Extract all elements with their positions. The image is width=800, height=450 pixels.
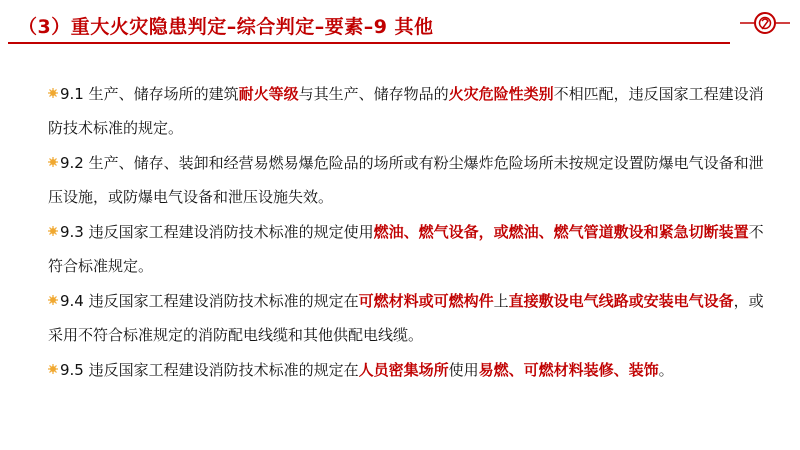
highlight-text: 火灾危险性类别 [448,85,554,103]
highlight-text: 易燃、可燃材料装修、装饰 [478,361,659,379]
body-text: 9.4 违反国家工程建设消防技术标准的规定在 [60,292,359,310]
page-title: （3）重大火灾隐患判定–综合判定–要素–9 其他 [18,16,434,38]
highlight-text: 可燃材料或可燃构件 [358,292,494,310]
bullet-icon [48,214,58,224]
body-text: 9.5 违反国家工程建设消防技术标准的规定在 [60,361,359,379]
bullet-icon [48,283,58,293]
body-text: 9.1 生产、储存场所的建筑 [60,85,239,103]
body-text: 不相匹配，违反国家工程建设消防技术标准的规定。 [48,85,764,137]
body-text: ，或采用不符合标准规定的消防配电线缆和其他供配电线缆。 [48,292,764,344]
header-divider [8,42,730,44]
body-text: 9.2 生产、储存、装卸和经营易燃易爆危险品的场所或有粉尘爆炸危险场所未按规定设置防爆电气设备和泄压设施，或防爆电气设备和泄压设施失效。 [48,154,764,206]
list-item [48,76,768,145]
list-item [48,214,768,283]
body-text: 9.3 违反国家工程建设消防技术标准的规定使用 [60,223,374,241]
body-text: 。 [658,361,674,379]
bullet-icon [48,76,58,86]
bullet-icon [48,352,58,362]
highlight-text: 人员密集场所 [358,361,449,379]
bullet-icon [48,145,58,155]
body-text: 与其生产、储存物品的 [298,85,449,103]
highlight-text: 燃油、燃气设备，或燃油、燃气管道敷设和紧急切断装置 [373,223,749,241]
body-text: 不符合标准规定。 [48,223,764,275]
logo-icon [740,6,790,40]
body-text: 上 [493,292,509,310]
highlight-text: 耐火等级 [238,85,299,103]
list-item [48,352,768,387]
content-list [48,76,768,387]
list-item [48,145,768,214]
list-item [48,283,768,352]
header-bar [0,6,738,40]
body-text: 使用 [448,361,479,379]
highlight-text: 直接敷设电气线路或安装电气设备 [508,292,734,310]
